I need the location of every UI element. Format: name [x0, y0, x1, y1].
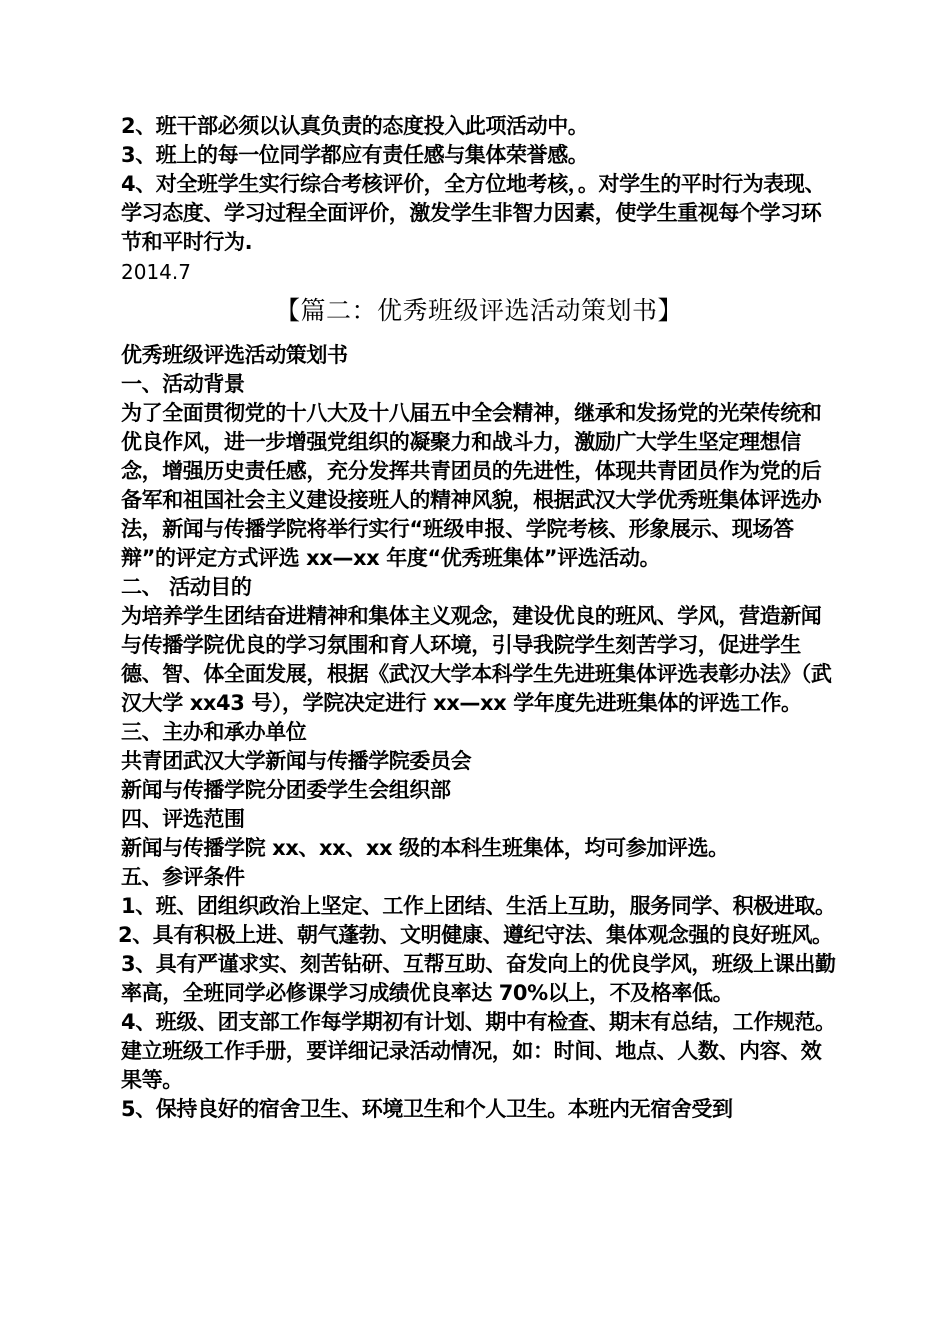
condition-1: 1、班、团组织政治上坚定、工作上团结、生活上互助，服务同学、积极进取。 [121, 894, 836, 918]
condition-4: 4、班级、团支部工作每学期初有计划、期中有检查、期末有总结，工作规范。建立班级工作手册，要详细记录活动情况，如：时间、地点、人数、内容、效果等。 [121, 1010, 836, 1092]
list-item: 4、对全班学生实行综合考核评价，全方位地考核，。对学生的平时行为表现、学习态度、学习过程全面评价，激发学生非智力因素，使学生重视每个学习环节和平时行为. [121, 172, 826, 254]
section-title: 【篇二：优秀班级评选活动策划书】 [274, 296, 683, 325]
condition-5: 5、保持良好的宿舍卫生、环境卫生和个人卫生。本班内无宿舍受到 [121, 1097, 733, 1121]
document-page [118, 112, 840, 1124]
heading-organizers: 三、主办和承办单位 [121, 720, 307, 744]
paragraph-background: 为了全面贯彻党的十八大及十八届五中全会精神，继承和发扬党的光荣传统和优良作风，进一步增强党组织的凝聚力和战斗力，激励广大学生坚定理想信念，增强历史责任感，充分发挥共青团员的先进性，体现共青团员作为党的后备军和祖国社会主义建设接班人的精神风貌，根据武汉大学优秀班集体评选办法，新闻与传播学院将举行实行“班级申报、学院考核、形象展示、现场答辩”的评定方式评选 xx—xx 年度“优秀班集体”评选活动。 [121, 401, 822, 570]
condition-3: 3、具有严谨求实、刻苦钻研、互帮互助、奋发向上的优良学风，班级上课出勤率高，全班同学必修课学习成绩优良率达 70%以上，不及格率低。 [121, 952, 836, 1005]
organizer-2: 新闻与传播学院分团委学生会组织部 [121, 778, 451, 802]
heading-scope: 四、评选范围 [121, 807, 245, 831]
paragraph-purpose: 为培养学生团结奋进精神和集体主义观念，建设优良的班风、学风，营造新闻与传播学院优良的学习氛围和育人环境，引导我院学生刻苦学习，促进学生德、智、体全面发展，根据《武汉大学本科学生先进班集体评选表彰办法》（武汉大学 xx43 号），学院决定进行 xx—xx 学年度先进班集体的评选工作。 [121, 604, 832, 715]
organizer-1: 共青团武汉大学新闻与传播学院委员会 [121, 749, 472, 773]
condition-2: 2、具有积极上进、朝气蓬勃、文明健康、遵纪守法、集体观念强的良好班风。 [118, 923, 833, 947]
document-title: 优秀班级评选活动策划书 [121, 343, 348, 367]
date-line: 2014.7 [121, 260, 191, 284]
list-item: 2、班干部必须以认真负责的态度投入此项活动中。 [121, 114, 589, 138]
heading-conditions: 五、参评条件 [121, 865, 245, 889]
heading-purpose: 二、 活动目的 [121, 575, 252, 599]
heading-background: 一、活动背景 [121, 372, 245, 396]
paragraph-scope: 新闻与传播学院 xx、xx、xx 级的本科生班集体，均可参加评选。 [121, 836, 729, 860]
list-item: 3、班上的每一位同学都应有责任感与集体荣誉感。 [121, 143, 589, 167]
